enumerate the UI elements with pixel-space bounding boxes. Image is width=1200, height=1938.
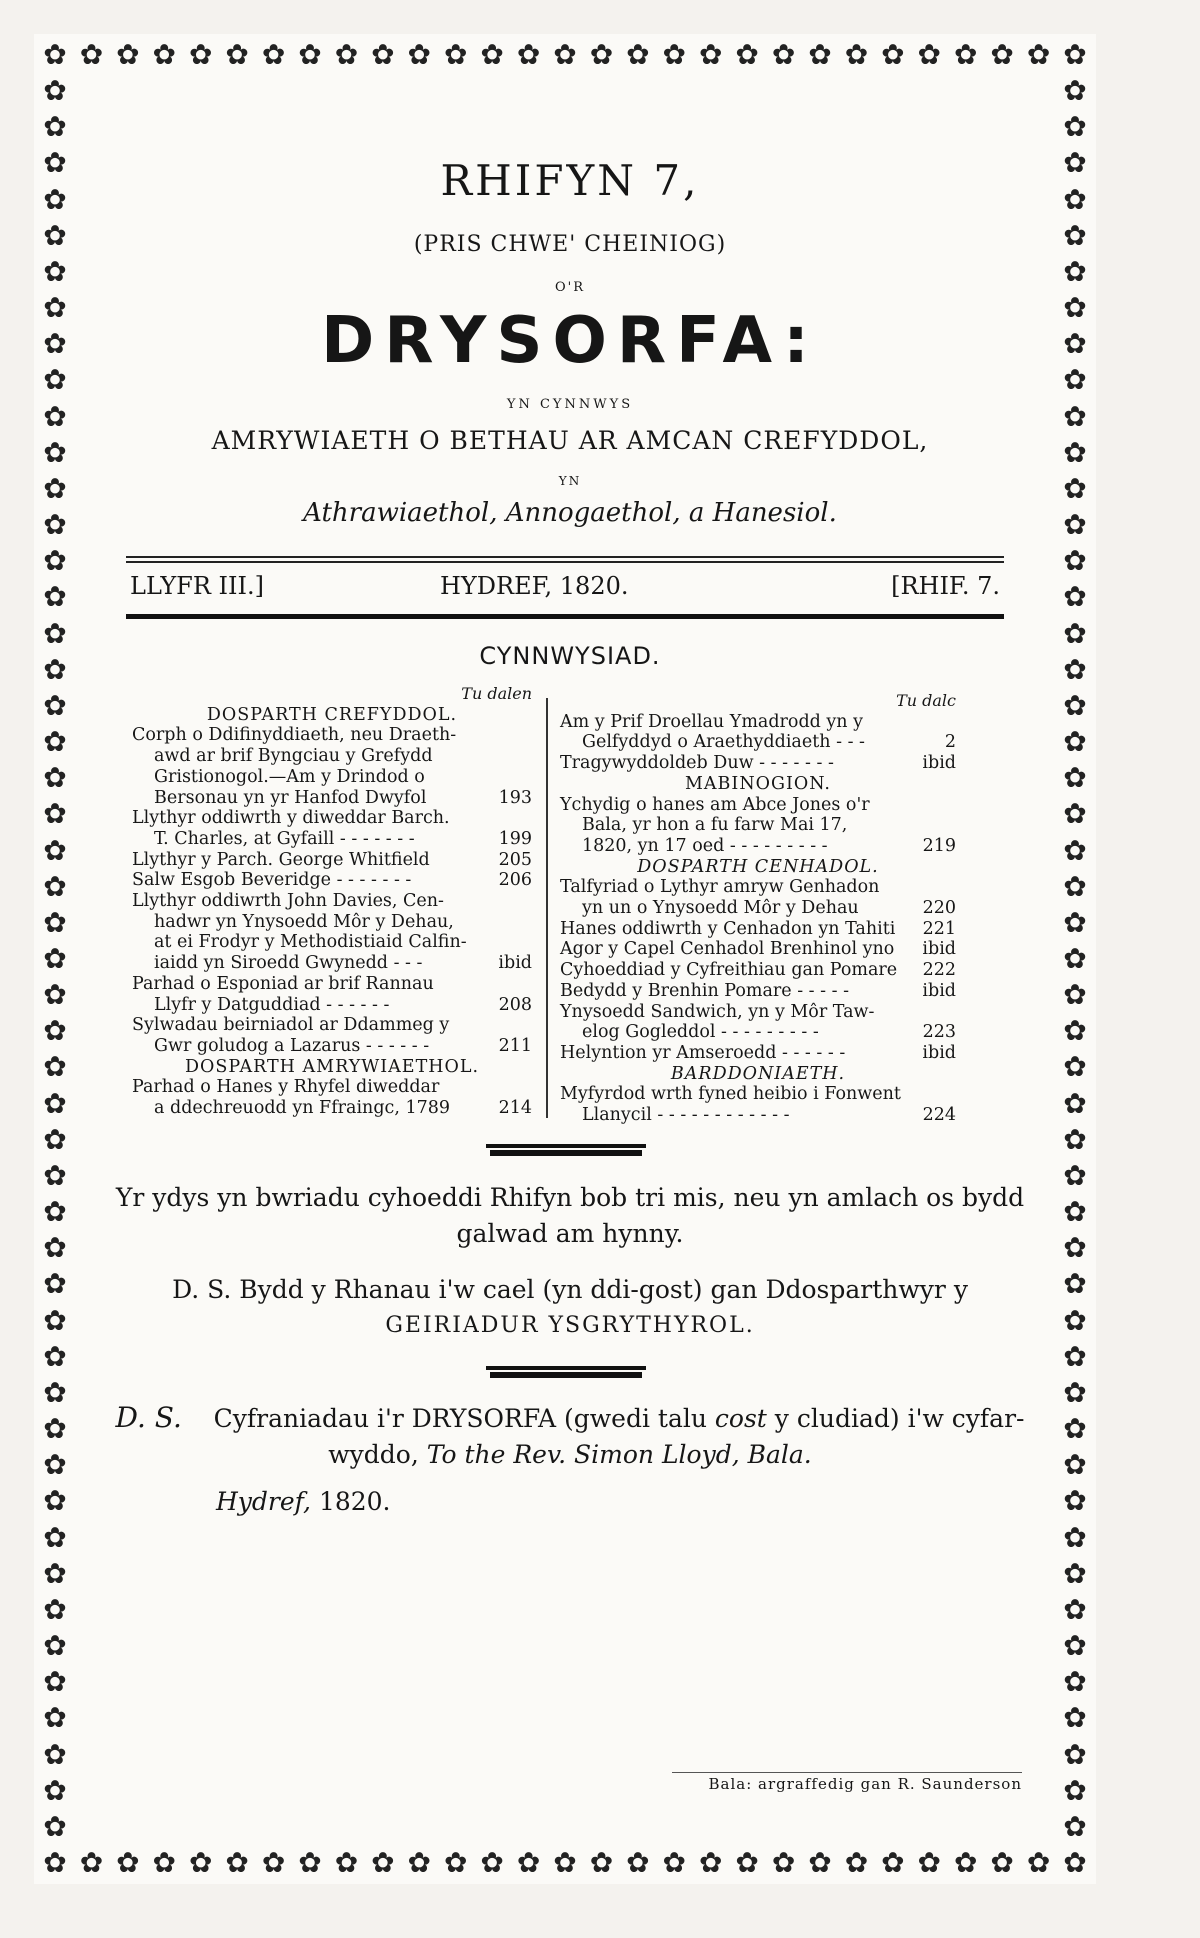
flower-ornament-icon: ✿ — [407, 38, 432, 71]
entry-line: Llythyr oddiwrth John Davies, Cen- — [132, 891, 444, 912]
flower-ornament-icon: ✿ — [808, 1846, 832, 1879]
flower-ornament-icon: ✿ — [953, 1846, 978, 1879]
flower-ornament-icon: ✿ — [1063, 1231, 1087, 1265]
flower-ornament-icon: ✿ — [1063, 1267, 1087, 1301]
flower-ornament-icon: ✿ — [152, 1846, 177, 1879]
entry-line: Myfyrdod wrth fyned heibio i Fonwent — [560, 1084, 901, 1105]
contents-entry — [560, 1084, 956, 1125]
flower-ornament-icon: ✿ — [43, 1158, 67, 1192]
flower-ornament-icon: ✿ — [407, 1846, 432, 1879]
flower-ornament-icon: ✿ — [1063, 1556, 1087, 1590]
page-number: 221 — [922, 918, 956, 939]
flower-ornament-icon: ✿ — [1063, 1701, 1087, 1735]
section-heading: DOSPARTH CREFYDDOL. — [206, 704, 458, 725]
notice-line: Yr ydys yn bwriadu cyhoeddi Rhifyn bob tri mis, neu yn amlach os bydd — [115, 1183, 1025, 1212]
flower-ornament-icon: ✿ — [43, 1448, 67, 1482]
flower-ornament-icon: ✿ — [43, 616, 67, 650]
page-number: ibid — [922, 753, 956, 774]
entry-line: Ychydig o hanes am Abce Jones o'r — [560, 794, 870, 815]
subtitle: Athrawiaethol, Annogaethol, a Hanesiol. — [303, 498, 837, 528]
flower-ornament-icon: ✿ — [43, 74, 67, 108]
contents-entry — [560, 960, 956, 981]
page-number: 206 — [498, 870, 532, 891]
flower-ornament-icon: ✿ — [43, 869, 67, 903]
flower-ornament-icon: ✿ — [371, 38, 395, 71]
flower-ornament-icon: ✿ — [1063, 616, 1087, 650]
flower-ornament-icon: ✿ — [43, 725, 67, 759]
section-heading: MABINOGION. — [685, 773, 831, 794]
flower-ornament-icon: ✿ — [626, 38, 650, 71]
contents-entry — [132, 891, 532, 974]
page-number: ibid — [922, 939, 956, 960]
flower-ornament-icon: ✿ — [1063, 1086, 1087, 1120]
flower-ornament-icon: ✿ — [43, 435, 67, 469]
flower-ornament-icon: ✿ — [43, 399, 67, 433]
entry-line: Cyhoeddiad y Cyfreithiau gan Pomare — [560, 960, 898, 981]
flower-ornament-icon: ✿ — [1063, 761, 1087, 795]
flower-ornament-icon: ✿ — [1063, 363, 1087, 397]
notice-line: galwad am hynny. — [456, 1219, 684, 1248]
page-number: 223 — [922, 1022, 956, 1043]
flower-ornament-icon: ✿ — [43, 1592, 67, 1626]
flower-ornament-icon: ✿ — [1063, 1122, 1087, 1156]
entry-line: Corph o Ddifinyddiaeth, neu Draeth- — [132, 725, 457, 746]
flower-ornament-icon: ✿ — [1063, 218, 1087, 252]
flower-ornament-icon: ✿ — [43, 978, 67, 1012]
document-page — [34, 34, 1096, 1884]
flower-ornament-icon: ✿ — [43, 942, 67, 975]
contents-entry — [560, 939, 956, 960]
flower-ornament-icon: ✿ — [1063, 580, 1087, 614]
flower-ornament-icon: ✿ — [116, 38, 140, 71]
flower-ornament-icon: ✿ — [553, 1846, 577, 1879]
notice-line: GEIRIADUR YSGRYTHYROL. — [385, 1313, 755, 1338]
entry-line: Llyfr y Datguddiad - - - - - - — [154, 994, 390, 1015]
magazine-title: DRYSORFA: — [321, 304, 819, 378]
flower-ornament-icon: ✿ — [1063, 1448, 1087, 1482]
flower-ornament-icon: ✿ — [1063, 435, 1087, 469]
entry-line: Sylwadau beirniadol ar Ddammeg y — [132, 1015, 450, 1036]
entry-line: at ei Frodyr y Methodistiaid Calfin- — [154, 932, 467, 953]
entry-line: Parhad o Hanes y Rhyfel diweddar — [132, 1077, 440, 1098]
flower-ornament-icon: ✿ — [43, 797, 67, 831]
contents-entry — [132, 870, 532, 891]
flower-ornament-icon: ✿ — [43, 254, 67, 288]
entry-line: Gelfyddyd o Araethyddiaeth - - - — [582, 732, 865, 753]
entry-line: 1820, yn 17 oed - - - - - - - - - — [582, 835, 828, 856]
flower-ornament-icon: ✿ — [698, 1846, 723, 1879]
contents-entry — [560, 795, 956, 857]
flower-ornament-icon: ✿ — [1063, 978, 1087, 1012]
entry-line: Llanycil - - - - - - - - - - - - — [582, 1105, 790, 1126]
flower-ornament-icon: ✿ — [43, 1086, 67, 1120]
flower-ornament-icon: ✿ — [43, 1412, 67, 1446]
flower-ornament-icon: ✿ — [43, 1773, 67, 1807]
entry-line: elog Gogleddol - - - - - - - - - — [582, 1022, 819, 1043]
flower-ornament-icon: ✿ — [1063, 688, 1087, 722]
flower-ornament-icon: ✿ — [1063, 1050, 1087, 1084]
flower-ornament-icon: ✿ — [43, 580, 67, 614]
page-number: ibid — [922, 980, 956, 1001]
flower-ornament-icon: ✿ — [1063, 1592, 1087, 1626]
issue-line — [130, 572, 1000, 604]
flower-ornament-icon: ✿ — [43, 1375, 67, 1409]
flower-ornament-icon: ✿ — [771, 1846, 796, 1879]
notice-text: To the Rev. Simon Lloyd, Bala. — [426, 1440, 812, 1469]
flower-ornament-icon: ✿ — [43, 1339, 67, 1373]
flower-ornament-icon: ✿ — [1063, 1629, 1087, 1663]
page-column-label: Tu dalc — [896, 691, 956, 710]
divider-rule — [126, 556, 1004, 558]
entry-line: Ynysoedd Sandwich, yn y Môr Taw- — [560, 1001, 875, 1022]
issue-number-label: [RHIF. 7. — [891, 572, 1000, 600]
notice-text: Cyfraniadau i'r — [213, 1404, 404, 1433]
entry-line: Am y Prif Droellau Ymadrodd yn y — [560, 711, 864, 732]
ds-label: D. S. — [115, 1401, 182, 1434]
contents-entry — [132, 850, 532, 871]
contents-right-column — [560, 684, 956, 1126]
flower-ornament-icon: ✿ — [516, 38, 541, 71]
page-number: 2 — [944, 732, 956, 753]
page-number: ibid — [922, 1042, 956, 1063]
flower-ornament-icon: ✿ — [698, 38, 723, 71]
flower-ornament-icon: ✿ — [43, 1809, 67, 1843]
notice-distributors — [106, 1272, 1034, 1344]
flower-ornament-icon: ✿ — [43, 1520, 67, 1554]
notice-publication — [106, 1180, 1034, 1252]
entry-line: Bersonau yn yr Hanfod Dwyfol — [154, 787, 427, 808]
flower-ornament-icon: ✿ — [1063, 1158, 1087, 1192]
ornamental-rule — [486, 1366, 646, 1378]
flower-ornament-icon: ✿ — [1063, 725, 1087, 759]
contents-entry — [132, 725, 532, 808]
flower-ornament-icon: ✿ — [1063, 1195, 1087, 1229]
flower-ornament-icon: ✿ — [1063, 146, 1087, 180]
flower-ornament-icon: ✿ — [808, 38, 832, 71]
flower-ornament-icon: ✿ — [1063, 254, 1087, 288]
flower-ornament-icon: ✿ — [43, 363, 67, 397]
flower-ornament-icon: ✿ — [1063, 652, 1087, 686]
flower-ornament-icon: ✿ — [662, 38, 687, 71]
flower-ornament-icon: ✿ — [443, 38, 468, 71]
flower-ornament-icon: ✿ — [43, 1195, 67, 1229]
entry-line: Gwr goludog a Lazarus - - - - - - — [154, 1035, 430, 1056]
notice-text: wyddo, — [328, 1440, 419, 1469]
yn-cynnwys-line: YN CYNNWYS — [506, 397, 634, 412]
flower-ornament-icon: ✿ — [116, 1846, 140, 1879]
flower-ornament-icon: ✿ — [1063, 905, 1087, 939]
flower-ornament-icon: ✿ — [43, 652, 67, 686]
issue-date: HYDREF, 1820. — [440, 572, 629, 600]
page-number: 214 — [498, 1098, 532, 1119]
entry-line: Helyntion yr Amseroedd - - - - - - — [560, 1042, 846, 1063]
flower-ornament-icon: ✿ — [953, 38, 978, 71]
flower-ornament-icon: ✿ — [43, 544, 67, 578]
issue-number-heading: RHIFYN 7, — [440, 156, 700, 205]
flower-ornament-icon: ✿ — [1063, 1014, 1087, 1048]
flower-ornament-icon: ✿ — [1063, 1773, 1087, 1807]
flower-ornament-icon: ✿ — [917, 1846, 942, 1879]
flower-ornament-icon: ✿ — [990, 1846, 1014, 1879]
page-number: 205 — [498, 849, 532, 870]
flower-ornament-icon: ✿ — [735, 1846, 759, 1879]
flower-ornament-icon: ✿ — [43, 1701, 67, 1735]
page-column-label: Tu dalen — [461, 684, 532, 703]
entry-line: yn un o Ynysoedd Môr y Dehau — [582, 898, 859, 919]
flower-ornament-icon: ✿ — [1026, 38, 1051, 71]
section-heading: DOSPARTH CENHADOL. — [637, 856, 879, 877]
entry-line: Agor y Capel Cenhadol Brenhinol yno — [560, 939, 895, 960]
entry-line: Talfyriad o Lythyr amryw Genhadon — [560, 877, 880, 898]
entry-line: Llythyr oddiwrth y diweddar Barch. — [132, 808, 450, 829]
page-number: 193 — [498, 787, 532, 808]
flower-ornament-icon: ✿ — [771, 38, 796, 71]
flower-ornament-icon: ✿ — [480, 38, 504, 71]
flower-ornament-icon: ✿ — [443, 1846, 468, 1879]
yn-line: YN — [558, 474, 582, 488]
flower-ornament-icon: ✿ — [43, 1737, 67, 1771]
flower-ornament-icon: ✿ — [553, 38, 577, 71]
price-line: (PRIS CHWE' CHEINIOG) — [413, 232, 727, 257]
flower-ornament-icon: ✿ — [152, 38, 177, 71]
flower-ornament-icon: ✿ — [1063, 1484, 1087, 1518]
entry-line: T. Charles, at Gyfaill - - - - - - - — [154, 828, 415, 849]
flower-ornament-icon: ✿ — [43, 833, 67, 867]
page-number: 208 — [498, 994, 532, 1015]
date-month: Hydref, — [216, 1487, 311, 1516]
notice-text: DRYSORFA — [411, 1404, 557, 1433]
entry-line: Salw Esgob Beveridge - - - - - - - — [132, 870, 412, 891]
closing-date — [216, 1484, 391, 1520]
entry-line: a ddechreuodd yn Ffraingc, 1789 — [154, 1098, 450, 1119]
flower-ornament-icon: ✿ — [43, 1484, 67, 1518]
flower-ornament-icon: ✿ — [43, 1231, 67, 1265]
flower-ornament-icon: ✿ — [43, 1665, 67, 1699]
entry-line: Bala, yr hon a fu farw Mai 17, — [582, 815, 848, 836]
contents-entry — [132, 1077, 532, 1118]
flower-ornament-icon: ✿ — [589, 38, 614, 71]
notice-text: cost — [714, 1404, 767, 1433]
flower-ornament-icon: ✿ — [1026, 1846, 1051, 1879]
flower-ornament-icon: ✿ — [881, 1846, 905, 1879]
flower-ornament-icon: ✿ — [261, 1846, 286, 1879]
contents-left-column — [132, 684, 532, 1119]
flower-ornament-icon: ✿ — [43, 182, 67, 216]
flower-ornament-icon: ✿ — [1063, 74, 1087, 108]
flower-ornament-icon: ✿ — [589, 1846, 614, 1879]
flower-ornament-icon: ✿ — [43, 761, 67, 795]
flower-ornament-icon: ✿ — [261, 38, 286, 71]
flower-ornament-icon: ✿ — [844, 38, 869, 71]
entry-line: hadwr yn Ynysoedd Môr y Dehau, — [154, 911, 454, 932]
flower-ornament-icon: ✿ — [1063, 291, 1087, 325]
flower-ornament-icon: ✿ — [1063, 508, 1087, 542]
flower-ornament-icon: ✿ — [43, 1556, 67, 1590]
flower-ornament-icon: ✿ — [1063, 1520, 1087, 1554]
section-heading: BARDDONIAETH. — [670, 1063, 846, 1084]
column-divider — [546, 698, 548, 1118]
flower-ornament-icon: ✿ — [225, 1846, 249, 1879]
page-number: 199 — [498, 828, 532, 849]
page-number: 224 — [922, 1105, 956, 1126]
flower-ornament-icon: ✿ — [480, 1846, 504, 1879]
flower-ornament-icon: ✿ — [1063, 869, 1087, 903]
flower-ornament-icon: ✿ — [298, 38, 322, 71]
flower-ornament-icon: ✿ — [298, 1846, 322, 1879]
flower-ornament-icon: ✿ — [225, 38, 249, 71]
flower-ornament-icon: ✿ — [43, 146, 67, 180]
flower-ornament-icon: ✿ — [43, 110, 67, 144]
flower-ornament-icon: ✿ — [43, 688, 67, 722]
entry-line: Gristionogol.—Am y Drindod o — [154, 766, 425, 787]
flower-ornament-icon: ✿ — [1063, 833, 1087, 867]
flower-ornament-icon: ✿ — [43, 1122, 67, 1156]
contents-entry — [560, 712, 956, 753]
page-number: ibid — [498, 953, 532, 974]
notice-contributions — [106, 1400, 1034, 1473]
flower-ornament-icon: ✿ — [626, 1846, 650, 1879]
contents-entry — [132, 974, 532, 1015]
flower-ornament-icon: ✿ — [1063, 182, 1087, 216]
flower-ornament-icon: ✿ — [43, 291, 67, 325]
flower-ornament-icon: ✿ — [43, 218, 67, 252]
entry-line: Bedydd y Brenhin Pomare - - - - - — [560, 980, 850, 1001]
flower-ornament-icon: ✿ — [334, 38, 359, 71]
flower-ornament-icon: ✿ — [1063, 1809, 1087, 1843]
entry-line: awd ar brif Byngciau y Grefydd — [154, 746, 433, 767]
entry-line: Llythyr y Parch. George Whitfield — [132, 849, 430, 870]
flower-ornament-icon: ✿ — [1063, 1375, 1087, 1409]
flower-ornament-icon: ✿ — [1063, 1846, 1087, 1879]
flower-ornament-icon: ✿ — [1063, 38, 1087, 71]
flower-ornament-icon: ✿ — [516, 1846, 541, 1879]
entry-line: Parhad o Esponiad ar brif Rannau — [132, 973, 434, 994]
flower-ornament-icon: ✿ — [917, 38, 942, 71]
flower-ornament-icon: ✿ — [1063, 544, 1087, 578]
title-page-content — [106, 104, 1034, 1824]
or-line: O'R — [554, 280, 586, 295]
flower-ornament-icon: ✿ — [371, 1846, 395, 1879]
flower-ornament-icon: ✿ — [43, 508, 67, 542]
page-number: 219 — [922, 835, 956, 856]
flower-ornament-icon: ✿ — [43, 1846, 67, 1879]
flower-ornament-icon: ✿ — [1063, 942, 1087, 975]
page-number: 211 — [498, 1035, 532, 1056]
date-year: 1820. — [318, 1487, 391, 1516]
flower-ornament-icon: ✿ — [43, 1014, 67, 1048]
flower-ornament-icon: ✿ — [1063, 1665, 1087, 1699]
volume-label: LLYFR III.] — [130, 572, 264, 600]
flower-ornament-icon: ✿ — [662, 1846, 687, 1879]
contents-entry — [560, 1002, 956, 1043]
contents-entry — [560, 1043, 956, 1064]
flower-ornament-icon: ✿ — [188, 1846, 213, 1879]
notice-line: D. S. Bydd y Rhanau i'w cael (yn ddi-gost) gan Ddosparthwyr y — [172, 1275, 968, 1304]
flower-ornament-icon: ✿ — [43, 1050, 67, 1084]
flower-ornament-icon: ✿ — [1063, 797, 1087, 831]
divider-rule — [126, 614, 1004, 619]
flower-ornament-icon: ✿ — [43, 1629, 67, 1663]
contents-entry — [560, 981, 956, 1002]
flower-ornament-icon: ✿ — [188, 38, 213, 71]
contents-entry — [132, 1015, 532, 1056]
divider-rule — [126, 561, 1004, 563]
printer-imprint: Bala: argraffedig gan R. Saunderson — [672, 1772, 1022, 1793]
flower-ornament-icon: ✿ — [881, 38, 905, 71]
contents-entry — [132, 808, 532, 849]
entry-line: iaidd yn Siroedd Gwynedd - - - — [154, 953, 423, 974]
contents-entry — [560, 919, 956, 940]
amrywiaeth-line: AMRYWIAETH O BETHAU AR AMCAN CREFYDDOL, — [211, 426, 929, 455]
flower-ornament-icon: ✿ — [1063, 1737, 1087, 1771]
flower-ornament-icon: ✿ — [43, 38, 67, 71]
flower-ornament-icon: ✿ — [43, 327, 67, 361]
contents-entry — [560, 877, 956, 918]
contents-entry — [560, 753, 956, 774]
flower-ornament-icon: ✿ — [1063, 327, 1087, 361]
notice-text: y cludiad) i'w cyfar- — [774, 1404, 1025, 1433]
flower-ornament-icon: ✿ — [844, 1846, 869, 1879]
flower-ornament-icon: ✿ — [43, 1303, 67, 1337]
page-number: 222 — [922, 960, 956, 981]
flower-ornament-icon: ✿ — [43, 1267, 67, 1301]
entry-line: Hanes oddiwrth y Cenhadon yn Tahiti — [560, 918, 896, 939]
flower-ornament-icon: ✿ — [1063, 399, 1087, 433]
flower-ornament-icon: ✿ — [43, 905, 67, 939]
flower-ornament-icon: ✿ — [1063, 1412, 1087, 1446]
ornamental-rule — [486, 1144, 646, 1156]
notice-text: (gwedi talu — [564, 1404, 707, 1433]
flower-ornament-icon: ✿ — [1063, 471, 1087, 505]
flower-ornament-icon: ✿ — [79, 38, 104, 71]
flower-ornament-icon: ✿ — [43, 471, 67, 505]
flower-ornament-icon: ✿ — [1063, 110, 1087, 144]
entry-line: Tragywyddoldeb Duw - - - - - - - — [560, 753, 834, 774]
flower-ornament-icon: ✿ — [79, 1846, 104, 1879]
page-number: 220 — [922, 898, 956, 919]
flower-ornament-icon: ✿ — [334, 1846, 359, 1879]
flower-ornament-icon: ✿ — [1063, 1303, 1087, 1337]
section-heading: DOSPARTH AMRYWIAETHOL. — [184, 1056, 480, 1077]
contents-heading: CYNNWYSIAD. — [479, 642, 661, 670]
flower-ornament-icon: ✿ — [1063, 1339, 1087, 1373]
flower-ornament-icon: ✿ — [735, 38, 759, 71]
flower-ornament-icon: ✿ — [990, 38, 1014, 71]
